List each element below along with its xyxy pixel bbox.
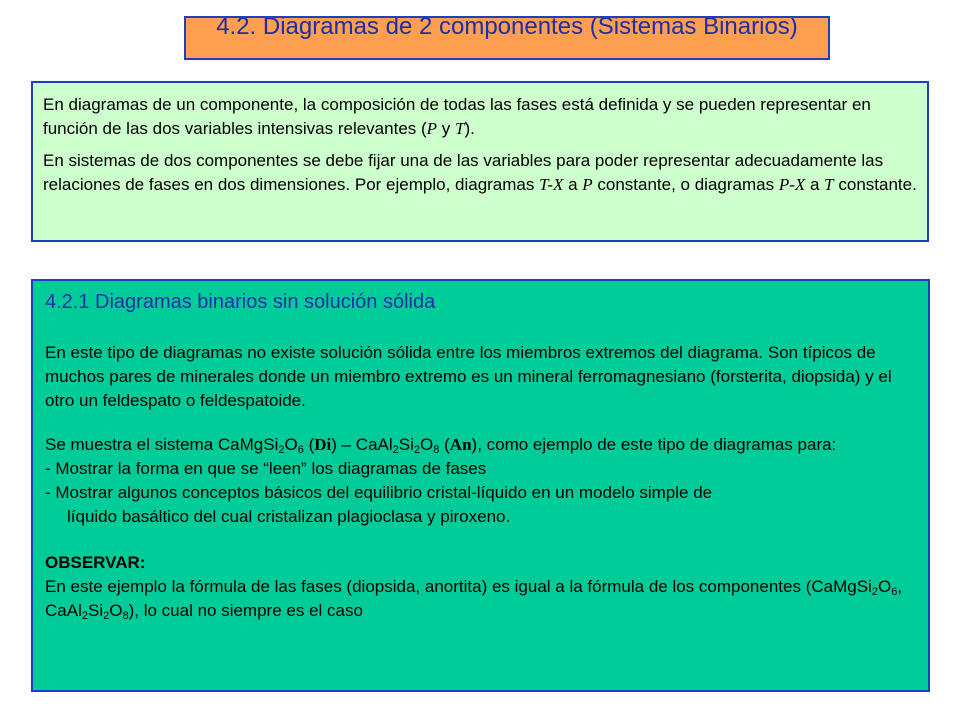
abbrev-di: Di [314,435,332,454]
formula-text: ) – CaAl [331,435,393,454]
formula-text: O [420,435,434,454]
variable-P-X: P-X [778,175,806,194]
title-banner [184,16,830,60]
section-paragraph-2 [45,433,918,457]
variable-P: P [426,119,438,138]
section-paragraph-1: En este tipo de diagramas no existe solución sólida entre los miembros extremos del diagrama. Son típicos de muchos pares de minerales donde un miembro extremo es un mineral ferromagnesiano (forsterita, diopsida) y el otro un feldespato o feldespatoide. [45,343,892,410]
formula-text: O [284,435,298,454]
formula-text: , CaAl [45,577,903,620]
subscript: 2 [871,586,878,598]
intro-text: En sistemas de dos componentes se debe fijar una de las variables para poder representar adecuadamente las relaciones de fases en dos dimensiones. Por ejemplo, diagramas [43,151,884,194]
observe-paragraph [45,575,918,623]
intro-paragraph-1 [43,93,917,141]
formula-text: Si [87,601,104,620]
intro-text: y [437,119,455,138]
subscript: 2 [413,444,421,456]
section-box [31,279,930,692]
subscript: 2 [392,444,399,456]
subscript: 2 [81,610,88,622]
section-heading: 4.2.1 Diagramas binarios sin solución sólida [45,291,436,313]
variable-P: P [582,175,593,194]
subscript: 8 [433,444,440,456]
formula-text: Si [398,435,414,454]
intro-text: constante, o diagramas [592,175,779,194]
bullet-2: - Mostrar algunos conceptos básicos del equilibrio cristal-líquido en un modelo simple de [45,483,713,502]
subscript: 6 [297,444,304,456]
variable-T: T [455,119,465,138]
formula-text: Se muestra el sistema CaMgSi [45,435,279,454]
intro-text: a [805,175,825,194]
subscript: 6 [891,586,898,598]
bullet-1: - Mostrar la forma en que se “leen” los diagramas de fases [45,459,487,478]
spacer [45,413,918,433]
intro-box [31,81,929,242]
formula-text: ( [303,435,315,454]
formula-text: ), lo cual no siempre es el caso [128,601,363,620]
observe-label-text: OBSERVAR: [45,553,146,572]
slide-title: 4.2. Diagramas de 2 componentes (Sistemas Binarios) [216,16,798,40]
observe-label [45,551,918,575]
formula-text: En este ejemplo la fórmula de las fases (diopsida, anortita) es igual a la fórmula de los componentes (CaMgSi [45,577,872,596]
formula-text: O [109,601,123,620]
subscript: 2 [103,610,110,622]
intro-paragraph-2 [43,149,917,197]
subscript: 2 [278,444,285,456]
spacer [45,529,918,551]
subscript: 8 [122,610,129,622]
bullet-2-continued: líquido basáltico del cual cristalizan plagioclasa y piroxeno. [67,507,511,526]
variable-T-X: T-X [539,175,564,194]
abbrev-an: An [449,435,472,454]
variable-T: T [824,175,834,194]
formula-text: ( [439,435,450,454]
intro-text: ). [464,119,475,138]
intro-text: En diagramas de un componente, la composición de todas las fases está definida y se pueden representar en función de las dos variables intensivas relevantes ( [43,95,871,138]
intro-text: a [563,175,583,194]
formula-text: O [877,577,892,596]
intro-text: constante. [833,175,917,194]
formula-text: ), como ejemplo de este tipo de diagramas para: [471,435,837,454]
